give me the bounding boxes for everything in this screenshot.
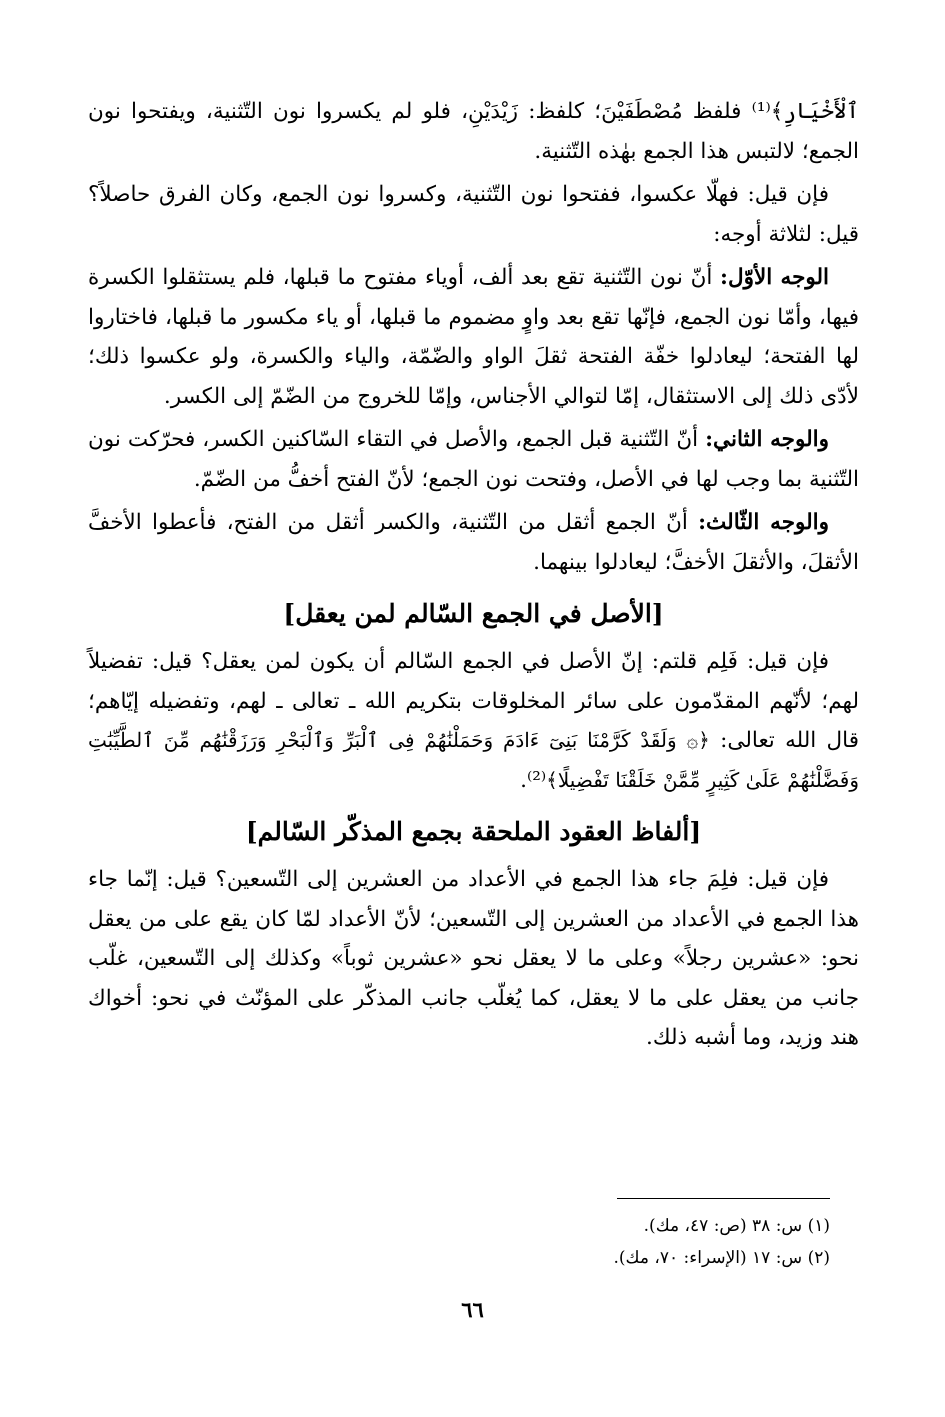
section-heading: [الأصل في الجمع السّالم لمن يعقل]: [283, 599, 664, 628]
paragraph-body: فإن قيل: فَلِم قلتم: إنّ الأصل في الجمع السّالم أن يكون لمن يعقل؟ قيل: تفضيلاً لهم؛ لأنّهم المقدّمون على سائر المخلوقات بتكريم الله ـ تعالى ـ لهم، وتفضيله إيّاهم؛ قال الله تعالى:: [88, 649, 859, 753]
page-number: ٦٦: [461, 1297, 484, 1322]
footnote-divider: [617, 1198, 830, 1199]
section-heading: [ألفاظ العقود الملحقة بجمع المذكّر السّالم]: [245, 817, 702, 846]
footnote-item: (١) س: ٣٨ (ص: ٤٧، مك).: [643, 1216, 830, 1236]
paragraph: [88, 420, 859, 499]
footnotes: [330, 1210, 830, 1274]
paragraph: فإن قيل: فلِمَ جاء هذا الجمع في الأعداد من العشرين إلى التّسعين؟ قيل: إنّما جاء هذا الجمع في الأعداد من العشرين إلى التّسعين؛ لأنّ الأعداد لمّا كان يقع على من يعقل نحو: «عشرين رجلاً» وعلى ما لا يعقل نحو «عشرين ثوباً» وكذلك إلى التّسعين، غلّب جانب من يعقل على ما لا يعقل، كما يُغلّب جانب المذكّر على المؤنّث في نحو: أخواك هند وزيد، وما أشبه ذلك.: [88, 867, 859, 1050]
paragraph: [88, 642, 859, 800]
quran-verse: ﴿۞ وَلَقَدْ كَرَّمْنَا بَنِىٓ ءَادَمَ وَحَمَلْنَٰهُمْ فِى ٱلْبَرِّ وَٱلْبَحْرِ وَرَزَقْنَٰهُم مِّنَ ٱلطَّيِّبَٰتِ وَفَضَّلْنَٰهُمْ عَلَىٰ كَثِيرٍ مِّمَّنْ خَلَقْنَا تَفْضِيلًا﴾: [88, 728, 859, 792]
paragraph: [88, 503, 859, 582]
paragraph-lead: والوجه الثاني:: [705, 427, 829, 452]
paragraph: [88, 258, 859, 416]
main-text: [88, 92, 859, 1062]
paragraph-body: أنّ نون التّثنية تقع بعد ألف، أوياء مفتوح ما قبلها، فلم يستثقلوا الكسرة فيها، وأمّا نون الجمع، فإنّها تقع بعد واوٍ مضموم ما قبلها، أو ياء مكسور ما قبلها، فاختاروا لها الفتحة؛ ليعادلوا خفّة الفتحة ثقلَ الواو والضّمّة، والياء والكسرة، ولو عكسوا ذلك؛ لأدّى ذلك إلى الاستثقال، إمّا لتوالي الأجناس، وإمّا للخروج من الضّمّ إلى الكسر.: [88, 265, 859, 409]
paragraph-lead: الوجه الأوّل:: [720, 265, 830, 290]
paragraph-body: أنّ التّثنية قبل الجمع، والأصل في التقاء السّاكنين الكسر، فحرّكت نون التّثنية بما وجب لها في الأصل، وفتحت نون الجمع؛ لأنّ الفتح أخفُّ من الضّمّ.: [88, 427, 859, 492]
paragraph: ٱلْأَخْيَارِ﴾⁽¹⁾ فلفظ مُصْطَفَيْنَ؛ كلفظ: زَيْدَيْنِ، فلو لم يكسروا نون التّثنية، ويفتحوا نون الجمع؛ لالتبس هذا الجمع بهٰذه التّثنية.: [88, 99, 859, 164]
footnote-ref: ⁽²⁾.: [520, 767, 547, 793]
paragraph-lead: والوجه الثّالث:: [698, 510, 829, 535]
footnote-item: (٢) س: ١٧ (الإسراء: ٧٠، مك).: [613, 1248, 830, 1268]
paragraph: فإن قيل: فهلّا عكسوا، ففتحوا نون التّثنية، وكسروا نون الجمع، وكان الفرق حاصلاً؟ قيل: لثلاثة أوجه:: [88, 182, 859, 247]
paragraph-body: أنّ الجمع أثقل من التّثنية، والكسر أثقل من الفتح، فأعطوا الأخفَّ الأثقلَ، والأثقلَ الأخفَّ؛ ليعادلوا بينهما.: [88, 510, 859, 575]
